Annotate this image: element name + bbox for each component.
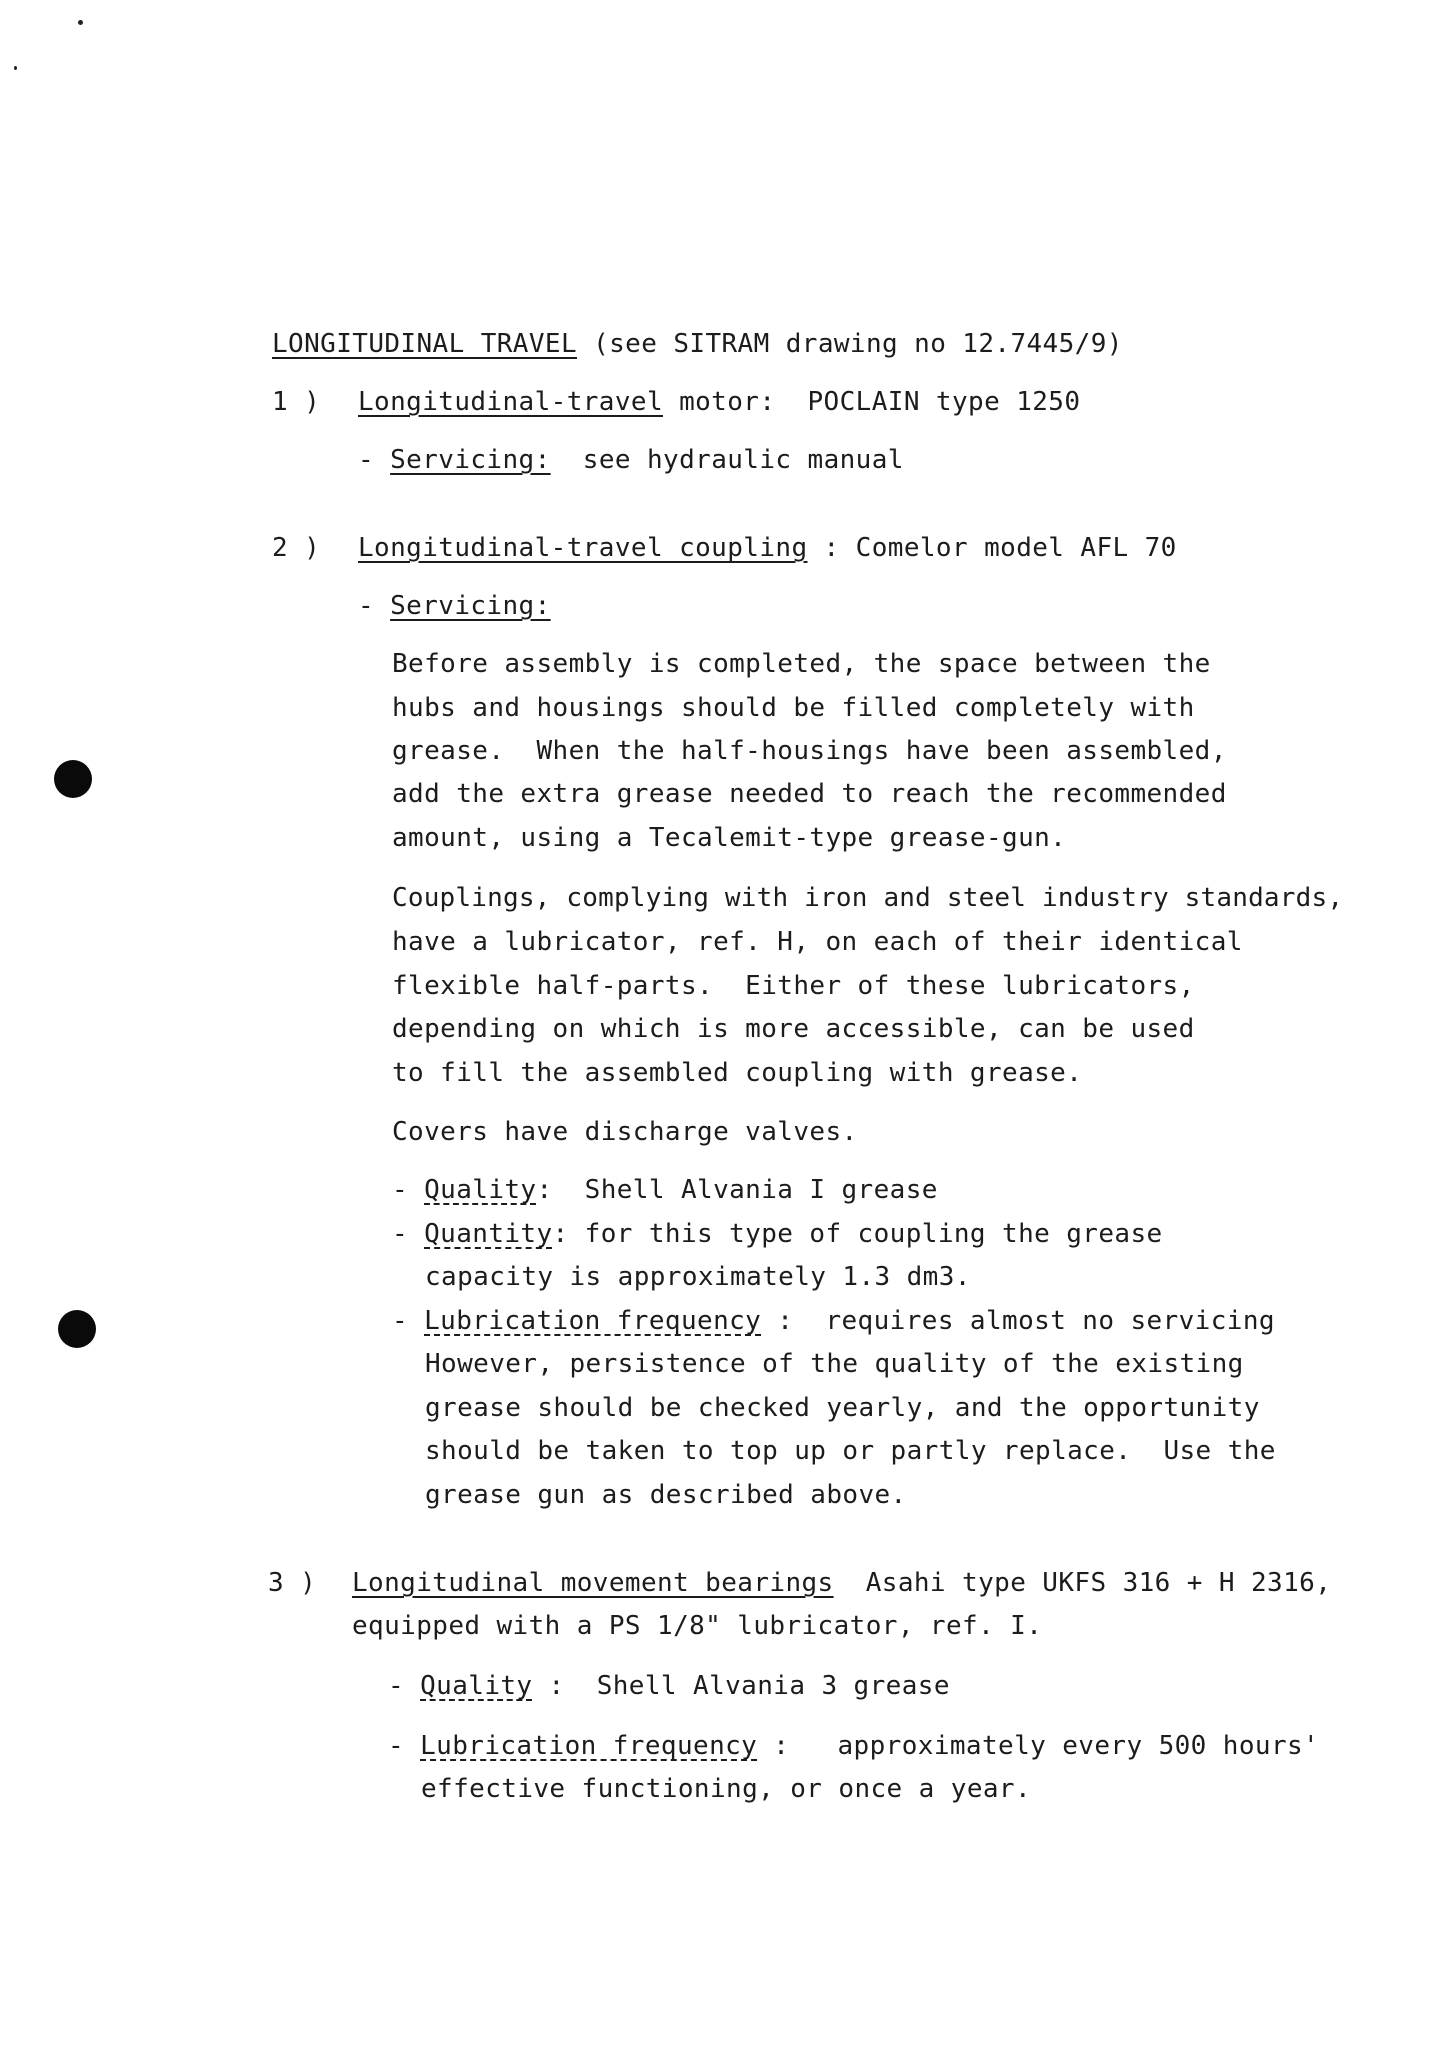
quality-item: - Quality : Shell Alvania 3 grease — [388, 1671, 950, 1701]
servicing-text: see hydraulic manual — [550, 445, 904, 475]
quality-label: Quality — [424, 1175, 537, 1205]
paragraph-line: add the extra grease needed to reach the recommended — [392, 779, 1227, 809]
speck-mark — [78, 20, 83, 25]
quantity-cont: capacity is approximately 1.3 dm3. — [425, 1262, 971, 1292]
section-1-heading — [358, 386, 1080, 418]
paragraph-line: grease. When the half-housings have been assembled, — [392, 736, 1227, 766]
section-1-number: 1 ) — [272, 387, 321, 417]
section-2-desc: : Comelor model AFL 70 — [807, 533, 1177, 563]
quality-text: : Shell Alvania I grease — [536, 1175, 938, 1205]
section-3-title: Longitudinal movement bearings — [352, 1568, 834, 1598]
quality-label: Quality — [420, 1671, 533, 1701]
frequency-cont: However, persistence of the quality of the existing — [425, 1349, 1244, 1379]
section-1-desc: motor: POCLAIN type 1250 — [663, 387, 1081, 417]
quantity-text: : for this type of coupling the grease — [552, 1219, 1163, 1249]
section-1-servicing: - Servicing: see hydraulic manual — [358, 445, 904, 475]
paragraph-line: Covers have discharge valves. — [392, 1117, 858, 1147]
paragraph-line: depending on which is more accessible, can be used — [392, 1014, 1195, 1044]
quality-item: - Quality: Shell Alvania I grease — [392, 1175, 938, 1205]
section-3-heading — [352, 1567, 1331, 1599]
quantity-item: - Quantity: for this type of coupling the grease — [392, 1219, 1163, 1249]
section-3-number: 3 ) — [268, 1568, 317, 1598]
section-2-title: Longitudinal-travel coupling — [358, 533, 808, 563]
section-3-desc: Asahi type UKFS 316 + H 2316, — [833, 1568, 1332, 1598]
frequency-text: : requires almost no servicing — [761, 1306, 1275, 1336]
paragraph-line: flexible half-parts. Either of these lubricators, — [392, 971, 1195, 1001]
frequency-text: : approximately every 500 hours' — [757, 1731, 1320, 1761]
frequency-cont: should be taken to top up or partly replace. Use the — [425, 1436, 1276, 1466]
section-2-number: 2 ) — [272, 533, 321, 563]
frequency-item: - Lubrication frequency : requires almost no servicing — [392, 1306, 1275, 1336]
quantity-label: Quantity — [424, 1219, 553, 1249]
section-2-heading — [358, 532, 1177, 564]
paragraph-line: Before assembly is completed, the space between the — [392, 649, 1211, 679]
quality-text: : Shell Alvania 3 grease — [532, 1671, 950, 1701]
punch-hole-bottom — [58, 1310, 96, 1348]
paragraph-line: have a lubricator, ref. H, on each of their identical — [392, 927, 1243, 957]
frequency-cont: grease should be checked yearly, and the opportunity — [425, 1393, 1260, 1423]
section-3-cont: equipped with a PS 1/8" lubricator, ref. I. — [352, 1611, 1043, 1641]
paragraph-line: hubs and housings should be filled completely with — [392, 693, 1195, 723]
punch-hole-top — [54, 760, 92, 798]
section-1-title: Longitudinal-travel — [358, 387, 664, 417]
paragraph-line: amount, using a Tecalemit-type grease-gun. — [392, 823, 1067, 853]
frequency-label: Lubrication frequency — [420, 1731, 758, 1761]
paragraph-line: Couplings, complying with iron and steel industry standards, — [392, 883, 1344, 913]
page-heading — [272, 328, 1123, 360]
heading-title: LONGITUDINAL TRAVEL — [272, 329, 578, 359]
servicing-label: Servicing: — [390, 445, 551, 475]
frequency-cont: effective functioning, or once a year. — [421, 1774, 1032, 1804]
frequency-item: - Lubrication frequency : approximately every 500 hours' — [388, 1731, 1320, 1761]
frequency-cont: grease gun as described above. — [425, 1480, 907, 1510]
paragraph-line: to fill the assembled coupling with grease. — [392, 1058, 1083, 1088]
heading-reference: (see SITRAM drawing no 12.7445/9) — [577, 329, 1123, 359]
speck-mark — [14, 66, 17, 70]
servicing-label: Servicing: — [390, 591, 551, 621]
frequency-label: Lubrication frequency — [424, 1306, 762, 1336]
section-2-servicing: - Servicing: — [358, 591, 551, 621]
